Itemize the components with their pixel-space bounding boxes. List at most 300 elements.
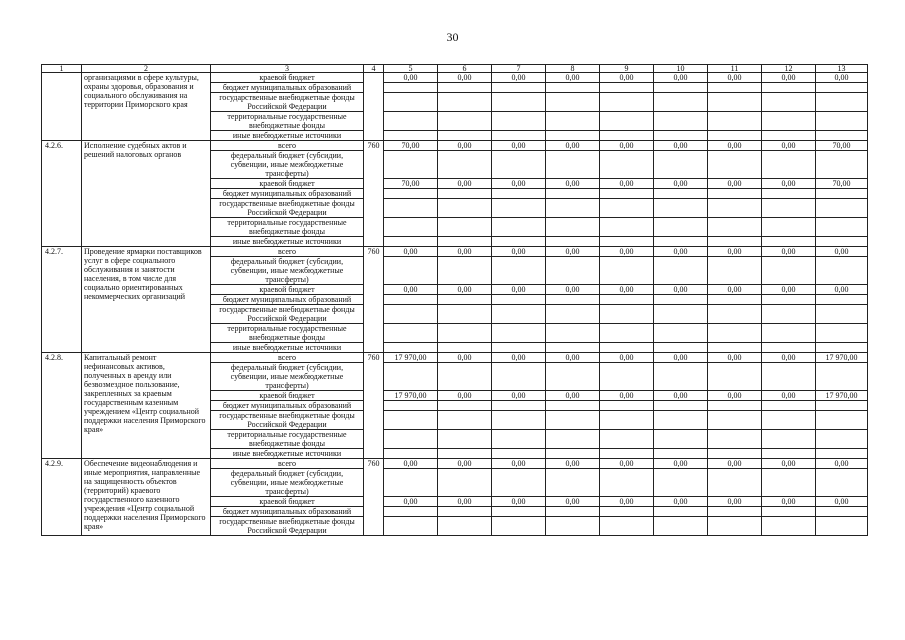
amount-cell [492,199,546,218]
amount-cell [546,189,600,199]
amount-cell [708,218,762,237]
amount-cell: 0,00 [816,73,868,83]
amount-cell [438,199,492,218]
amount-cell [816,305,868,324]
amount-cell [762,507,816,517]
amount-cell [708,449,762,459]
amount-cell: 70,00 [816,179,868,189]
amount-cell [384,449,438,459]
amount-cell [438,430,492,449]
amount-cell [762,343,816,353]
amount-cell [546,401,600,411]
amount-cell [654,411,708,430]
header-col-12: 12 [762,65,816,73]
amount-cell: 0,00 [654,391,708,401]
amount-cell [654,257,708,285]
amount-cell: 0,00 [492,141,546,151]
amount-cell [492,295,546,305]
table-row [42,141,868,151]
amount-cell [546,199,600,218]
funding-source: территориальные государственные внебюджетные фонды [211,218,364,237]
amount-cell [384,507,438,517]
amount-cell [654,401,708,411]
amount-cell: 0,00 [762,179,816,189]
amount-cell [654,151,708,179]
amount-cell: 0,00 [816,285,868,295]
amount-cell [384,430,438,449]
amount-cell [600,257,654,285]
amount-cell [708,199,762,218]
amount-cell [816,112,868,131]
amount-cell [492,237,546,247]
amount-cell: 0,00 [816,497,868,507]
amount-cell [708,93,762,112]
amount-cell [546,469,600,497]
funding-source: территориальные государственные внебюджетные фонды [211,112,364,131]
amount-cell [816,324,868,343]
amount-cell [546,363,600,391]
amount-cell [546,93,600,112]
amount-cell [816,189,868,199]
amount-cell [654,430,708,449]
item-number [42,73,82,141]
amount-cell [708,257,762,285]
item-name: Обеспечение видеонаблюдения и иные мероприятия, направленные на защищенность объектов (территорий) краевого государственного казенного учреждения «Центр социальной поддержки населения Приморского края» [82,459,211,536]
funding-source: краевой бюджет [211,497,364,507]
admin-code: 760 [364,353,384,459]
amount-cell [762,295,816,305]
amount-cell [654,363,708,391]
amount-cell [762,93,816,112]
amount-cell [384,83,438,93]
item-name: Капитальный ремонт нефинансовых активов, полученных в аренду или безвозмездное пользование, закрепленных за краевым государственным казенным учреждением «Центр социальной поддержки населения Приморского края» [82,353,211,459]
amount-cell: 0,00 [384,247,438,257]
amount-cell: 0,00 [600,459,654,469]
amount-cell [708,430,762,449]
amount-cell [384,112,438,131]
amount-cell [384,199,438,218]
amount-cell [762,430,816,449]
header-col-11: 11 [708,65,762,73]
amount-cell [384,324,438,343]
amount-cell [546,430,600,449]
amount-cell [816,343,868,353]
amount-cell: 0,00 [762,285,816,295]
amount-cell [762,189,816,199]
amount-cell [816,411,868,430]
amount-cell: 0,00 [546,247,600,257]
amount-cell [438,401,492,411]
amount-cell [546,218,600,237]
funding-source: федеральный бюджет (субсидии, субвенции, иные межбюджетные трансферты) [211,363,364,391]
amount-cell [546,324,600,343]
amount-cell [654,517,708,536]
item-number: 4.2.6. [42,141,82,247]
amount-cell [600,112,654,131]
amount-cell: 0,00 [600,73,654,83]
amount-cell [708,324,762,343]
amount-cell [384,343,438,353]
table-row [42,73,868,83]
funding-source: государственные внебюджетные фонды Российской Федерации [211,517,364,536]
amount-cell [708,112,762,131]
amount-cell [384,237,438,247]
amount-cell: 0,00 [438,497,492,507]
amount-cell [492,363,546,391]
amount-cell [438,305,492,324]
amount-cell [654,189,708,199]
amount-cell: 0,00 [654,73,708,83]
amount-cell: 0,00 [384,459,438,469]
funding-source: бюджет муниципальных образований [211,507,364,517]
amount-cell: 0,00 [654,353,708,363]
amount-cell [708,189,762,199]
amount-cell [600,305,654,324]
amount-cell [438,83,492,93]
amount-cell: 0,00 [708,459,762,469]
funding-source: территориальные государственные внебюджетные фонды [211,324,364,343]
amount-cell: 0,00 [600,247,654,257]
amount-cell [600,131,654,141]
funding-source: иные внебюджетные источники [211,237,364,247]
amount-cell [708,83,762,93]
amount-cell [438,295,492,305]
amount-cell: 0,00 [654,141,708,151]
amount-cell: 0,00 [654,285,708,295]
amount-cell [438,507,492,517]
amount-cell: 0,00 [546,141,600,151]
amount-cell [600,295,654,305]
funding-source: бюджет муниципальных образований [211,295,364,305]
amount-cell [816,430,868,449]
amount-cell [708,411,762,430]
header-col-4: 4 [364,65,384,73]
amount-cell: 0,00 [708,497,762,507]
amount-cell [492,430,546,449]
amount-cell: 0,00 [546,459,600,469]
amount-cell: 17 970,00 [384,391,438,401]
item-number: 4.2.9. [42,459,82,536]
amount-cell [762,363,816,391]
amount-cell: 0,00 [492,391,546,401]
amount-cell [654,324,708,343]
amount-cell [384,517,438,536]
table-row [42,353,868,363]
amount-cell: 0,00 [438,459,492,469]
amount-cell: 0,00 [492,179,546,189]
amount-cell [438,218,492,237]
amount-cell [816,93,868,112]
amount-cell [438,237,492,247]
amount-cell [384,363,438,391]
funding-source: федеральный бюджет (субсидии, субвенции, иные межбюджетные трансферты) [211,151,364,179]
funding-source: государственные внебюджетные фонды Российской Федерации [211,305,364,324]
amount-cell [384,218,438,237]
table-body [42,65,868,536]
amount-cell [762,131,816,141]
amount-cell: 17 970,00 [816,391,868,401]
funding-source: иные внебюджетные источники [211,449,364,459]
funding-source: всего [211,141,364,151]
amount-cell [546,295,600,305]
funding-source: иные внебюджетные источники [211,343,364,353]
amount-cell: 0,00 [492,497,546,507]
amount-cell [438,449,492,459]
amount-cell [708,517,762,536]
amount-cell [438,93,492,112]
amount-cell: 0,00 [438,353,492,363]
amount-cell [438,131,492,141]
amount-cell [492,131,546,141]
amount-cell [708,507,762,517]
amount-cell [762,151,816,179]
funding-source: бюджет муниципальных образований [211,189,364,199]
amount-cell [546,257,600,285]
funding-source: бюджет муниципальных образований [211,401,364,411]
funding-source: бюджет муниципальных образований [211,83,364,93]
amount-cell [492,305,546,324]
amount-cell [816,257,868,285]
amount-cell [654,237,708,247]
amount-cell [600,469,654,497]
amount-cell [816,469,868,497]
funding-source: всего [211,459,364,469]
amount-cell [816,83,868,93]
amount-cell: 0,00 [654,459,708,469]
amount-cell: 0,00 [762,73,816,83]
amount-cell [708,363,762,391]
amount-cell: 0,00 [438,73,492,83]
amount-cell [492,93,546,112]
amount-cell [600,83,654,93]
budget-table [41,64,868,536]
amount-cell [816,131,868,141]
amount-cell: 0,00 [816,247,868,257]
header-col-2: 2 [82,65,211,73]
amount-cell [600,343,654,353]
amount-cell [762,517,816,536]
funding-source: краевой бюджет [211,285,364,295]
amount-cell [384,93,438,112]
amount-cell [384,305,438,324]
amount-cell: 0,00 [654,247,708,257]
amount-cell: 0,00 [492,285,546,295]
amount-cell [546,449,600,459]
amount-cell: 70,00 [384,141,438,151]
funding-source: всего [211,353,364,363]
amount-cell [762,199,816,218]
amount-cell [492,401,546,411]
header-row [42,65,868,73]
amount-cell: 0,00 [708,247,762,257]
amount-cell: 0,00 [708,285,762,295]
amount-cell [546,411,600,430]
amount-cell [492,257,546,285]
amount-cell: 0,00 [762,353,816,363]
amount-cell [492,218,546,237]
amount-cell [816,151,868,179]
amount-cell [546,517,600,536]
amount-cell [546,83,600,93]
amount-cell [492,83,546,93]
amount-cell [708,151,762,179]
amount-cell [492,112,546,131]
funding-source: краевой бюджет [211,179,364,189]
table-row [42,459,868,469]
amount-cell [654,507,708,517]
funding-source: федеральный бюджет (субсидии, субвенции, иные межбюджетные трансферты) [211,469,364,497]
amount-cell [546,343,600,353]
amount-cell [816,237,868,247]
amount-cell [600,199,654,218]
amount-cell [816,449,868,459]
amount-cell [438,189,492,199]
header-col-6: 6 [438,65,492,73]
item-name: Проведение ярмарки поставщиков услуг в сфере социального обслуживания и занятости населения, в том числе для социально ориентированных некоммерческих организаций [82,247,211,353]
amount-cell: 0,00 [546,353,600,363]
admin-code [364,73,384,141]
amount-cell: 0,00 [708,353,762,363]
amount-cell [438,324,492,343]
amount-cell [762,305,816,324]
amount-cell: 0,00 [762,497,816,507]
amount-cell: 0,00 [762,247,816,257]
amount-cell [654,305,708,324]
amount-cell [384,257,438,285]
amount-cell: 0,00 [762,141,816,151]
amount-cell: 0,00 [546,391,600,401]
amount-cell [654,218,708,237]
amount-cell: 0,00 [546,285,600,295]
amount-cell: 0,00 [384,497,438,507]
amount-cell [438,112,492,131]
amount-cell [600,218,654,237]
amount-cell: 0,00 [492,73,546,83]
amount-cell [654,343,708,353]
amount-cell: 0,00 [708,141,762,151]
amount-cell [708,401,762,411]
amount-cell [816,295,868,305]
amount-cell [762,218,816,237]
amount-cell: 0,00 [438,285,492,295]
amount-cell: 0,00 [708,73,762,83]
amount-cell [384,189,438,199]
funding-source: территориальные государственные внебюджетные фонды [211,430,364,449]
amount-cell: 0,00 [546,497,600,507]
amount-cell [438,411,492,430]
item-number: 4.2.7. [42,247,82,353]
amount-cell: 0,00 [384,73,438,83]
amount-cell: 0,00 [654,179,708,189]
header-col-3: 3 [211,65,364,73]
amount-cell [546,112,600,131]
amount-cell: 0,00 [762,391,816,401]
amount-cell [492,343,546,353]
amount-cell [654,93,708,112]
amount-cell [708,295,762,305]
amount-cell [816,507,868,517]
amount-cell [438,363,492,391]
amount-cell: 0,00 [762,459,816,469]
amount-cell [654,295,708,305]
item-number: 4.2.8. [42,353,82,459]
amount-cell [708,131,762,141]
admin-code: 760 [364,141,384,247]
amount-cell [762,449,816,459]
funding-source: краевой бюджет [211,73,364,83]
amount-cell [384,411,438,430]
header-col-1: 1 [42,65,82,73]
amount-cell [816,363,868,391]
funding-source: краевой бюджет [211,391,364,401]
item-name: организациями в сфере культуры, охраны здоровья, образования и социального обслуживания на территории Приморского края [82,73,211,141]
amount-cell [708,305,762,324]
amount-cell [708,343,762,353]
amount-cell: 0,00 [654,497,708,507]
table-row [42,247,868,257]
amount-cell: 0,00 [816,459,868,469]
amount-cell [654,131,708,141]
amount-cell: 0,00 [438,391,492,401]
amount-cell: 0,00 [600,285,654,295]
amount-cell [384,295,438,305]
amount-cell [492,324,546,343]
amount-cell [492,507,546,517]
amount-cell [816,199,868,218]
amount-cell [546,151,600,179]
funding-source: государственные внебюджетные фонды Российской Федерации [211,411,364,430]
amount-cell: 0,00 [546,73,600,83]
amount-cell: 0,00 [438,179,492,189]
amount-cell [762,469,816,497]
header-col-9: 9 [600,65,654,73]
amount-cell [438,257,492,285]
admin-code: 760 [364,459,384,536]
page-number: 30 [446,30,459,44]
amount-cell: 0,00 [708,391,762,401]
amount-cell [654,449,708,459]
amount-cell [492,517,546,536]
amount-cell: 17 970,00 [384,353,438,363]
amount-cell: 0,00 [438,247,492,257]
amount-cell [762,237,816,247]
amount-cell: 0,00 [546,179,600,189]
amount-cell [654,199,708,218]
amount-cell [816,517,868,536]
amount-cell [816,401,868,411]
header-col-5: 5 [384,65,438,73]
amount-cell [546,131,600,141]
amount-cell [654,83,708,93]
amount-cell [708,469,762,497]
amount-cell: 0,00 [600,179,654,189]
amount-cell [600,507,654,517]
amount-cell [384,401,438,411]
amount-cell: 17 970,00 [816,353,868,363]
amount-cell [492,469,546,497]
funding-source: государственные внебюджетные фонды Российской Федерации [211,199,364,218]
amount-cell: 0,00 [708,179,762,189]
amount-cell [600,411,654,430]
amount-cell [384,131,438,141]
amount-cell: 0,00 [600,353,654,363]
amount-cell [762,112,816,131]
amount-cell [708,237,762,247]
amount-cell [600,93,654,112]
funding-source: федеральный бюджет (субсидии, субвенции, иные межбюджетные трансферты) [211,257,364,285]
amount-cell [600,430,654,449]
amount-cell: 70,00 [816,141,868,151]
